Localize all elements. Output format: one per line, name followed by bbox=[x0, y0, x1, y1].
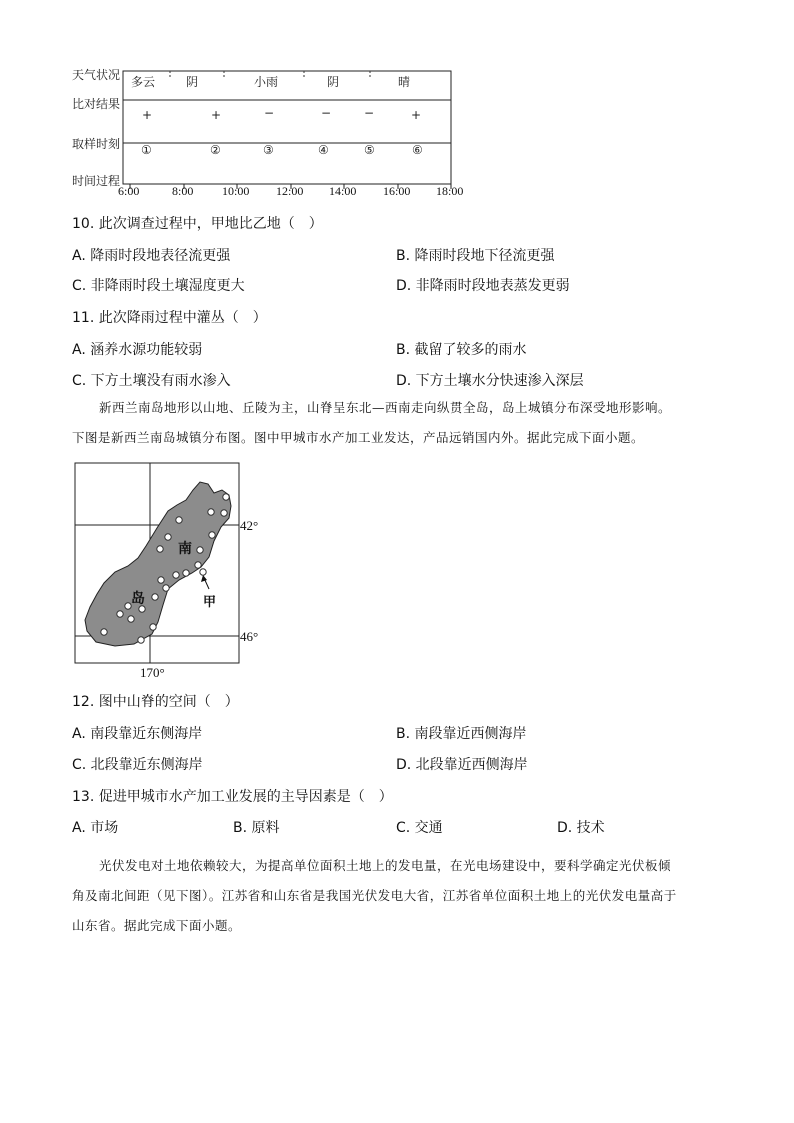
result-cell: − bbox=[321, 106, 332, 120]
map-label-south: 南 bbox=[178, 541, 192, 557]
time-tick: 8:00 bbox=[172, 184, 194, 198]
time-tick: 12:00 bbox=[276, 184, 304, 198]
result-cell: − bbox=[364, 106, 375, 120]
question-13-option-a[interactable]: A. 市场 bbox=[72, 820, 119, 836]
question-13-option-d[interactable]: D. 技术 bbox=[557, 820, 605, 836]
weather-cell: 小雨 bbox=[254, 75, 279, 89]
question-13-option-b[interactable]: B. 原料 bbox=[233, 820, 280, 836]
sample-marker: ① bbox=[141, 143, 152, 157]
time-tick: 6:00 bbox=[118, 184, 140, 198]
passage-2-line: 角及南北间距（见下图）。江苏省和山东省是我国光伏发电大省，江苏省单位面积土地上的光伏发电量高于 bbox=[72, 888, 677, 903]
map-graphic bbox=[74, 462, 274, 684]
question-10-option-d[interactable]: D. 非降雨时段地表蒸发更弱 bbox=[396, 278, 570, 294]
timeline-figure bbox=[0, 60, 480, 200]
question-10-option-c[interactable]: C. 非降雨时段土壤湿度更大 bbox=[72, 278, 245, 294]
result-cell: + bbox=[142, 108, 153, 122]
question-11-option-a[interactable]: A. 涵养水源功能较弱 bbox=[72, 342, 203, 358]
question-10-option-b[interactable]: B. 降雨时段地下径流更强 bbox=[396, 248, 555, 264]
time-tick: 14:00 bbox=[329, 184, 357, 198]
result-cell: − bbox=[264, 106, 275, 120]
passage-1-line: 新西兰南岛地形以山地、丘陵为主，山脊呈东北—西南走向纵贯全岛，岛上城镇分布深受地形影响。 bbox=[99, 400, 672, 415]
time-tick: 18:00 bbox=[436, 184, 464, 198]
question-10-stem: 10. 此次调查过程中，甲地比乙地（ ） bbox=[72, 216, 323, 232]
map-label-island: 岛 bbox=[131, 591, 145, 607]
row-label-result: 比对结果 bbox=[72, 97, 121, 111]
question-13-option-c[interactable]: C. 交通 bbox=[396, 820, 443, 836]
question-13-stem: 13. 促进甲城市水产加工业发展的主导因素是（ ） bbox=[72, 789, 393, 805]
result-cell: + bbox=[211, 108, 222, 122]
sample-marker: ② bbox=[210, 143, 221, 157]
passage-2-line: 光伏发电对土地依赖较大，为提高单位面积土地上的发电量，在光电场建设中，要科学确定光伏板倾 bbox=[99, 858, 672, 873]
weather-cell: 多云 bbox=[131, 75, 156, 89]
south-island-shape bbox=[85, 482, 231, 646]
sample-marker: ⑤ bbox=[364, 143, 375, 157]
row-label-weather: 天气状况 bbox=[72, 68, 121, 82]
time-tick: 10:00 bbox=[222, 184, 250, 198]
map-label-city-jia: 甲 bbox=[203, 595, 217, 610]
passage-2-line: 山东省。据此完成下面小题。 bbox=[72, 918, 242, 933]
latitude-label-46: 46° bbox=[240, 629, 259, 644]
row-label-sample: 取样时刻 bbox=[72, 137, 121, 151]
question-10-option-a[interactable]: A. 降雨时段地表径流更强 bbox=[72, 248, 231, 264]
question-11-option-d[interactable]: D. 下方土壤水分快速渗入深层 bbox=[396, 373, 584, 389]
question-12-option-b[interactable]: B. 南段靠近西侧海岸 bbox=[396, 726, 527, 742]
time-tick: 16:00 bbox=[383, 184, 411, 198]
sample-marker: ⑥ bbox=[412, 143, 423, 157]
question-11-option-c[interactable]: C. 下方土壤没有雨水渗入 bbox=[72, 373, 231, 389]
passage-1-line: 下图是新西兰南岛城镇分布图。图中甲城市水产加工业发达，产品远销国内外。据此完成下面小题。 bbox=[72, 430, 645, 445]
result-cell: + bbox=[411, 108, 422, 122]
latitude-label-42: 42° bbox=[240, 518, 259, 533]
question-11-option-b[interactable]: B. 截留了较多的雨水 bbox=[396, 342, 527, 358]
sample-marker: ③ bbox=[263, 143, 274, 157]
question-11-stem: 11. 此次降雨过程中灌丛（ ） bbox=[72, 310, 267, 326]
south-island-map bbox=[74, 462, 274, 684]
weather-cell: 阴 bbox=[327, 75, 340, 89]
weather-cell: 阴 bbox=[186, 75, 199, 89]
passage-2 bbox=[72, 851, 732, 941]
question-12-option-a[interactable]: A. 南段靠近东侧海岸 bbox=[72, 726, 203, 742]
passage-1 bbox=[72, 393, 732, 453]
row-label-time: 时间过程 bbox=[72, 174, 121, 188]
weather-cell: 晴 bbox=[398, 75, 411, 89]
longitude-label-170: 170° bbox=[140, 665, 165, 680]
question-12-stem: 12. 图中山脊的空间（ ） bbox=[72, 694, 239, 710]
question-12-option-c[interactable]: C. 北段靠近东侧海岸 bbox=[72, 757, 203, 773]
question-12-option-d[interactable]: D. 北段靠近西侧海岸 bbox=[396, 757, 528, 773]
sample-marker: ④ bbox=[318, 143, 329, 157]
